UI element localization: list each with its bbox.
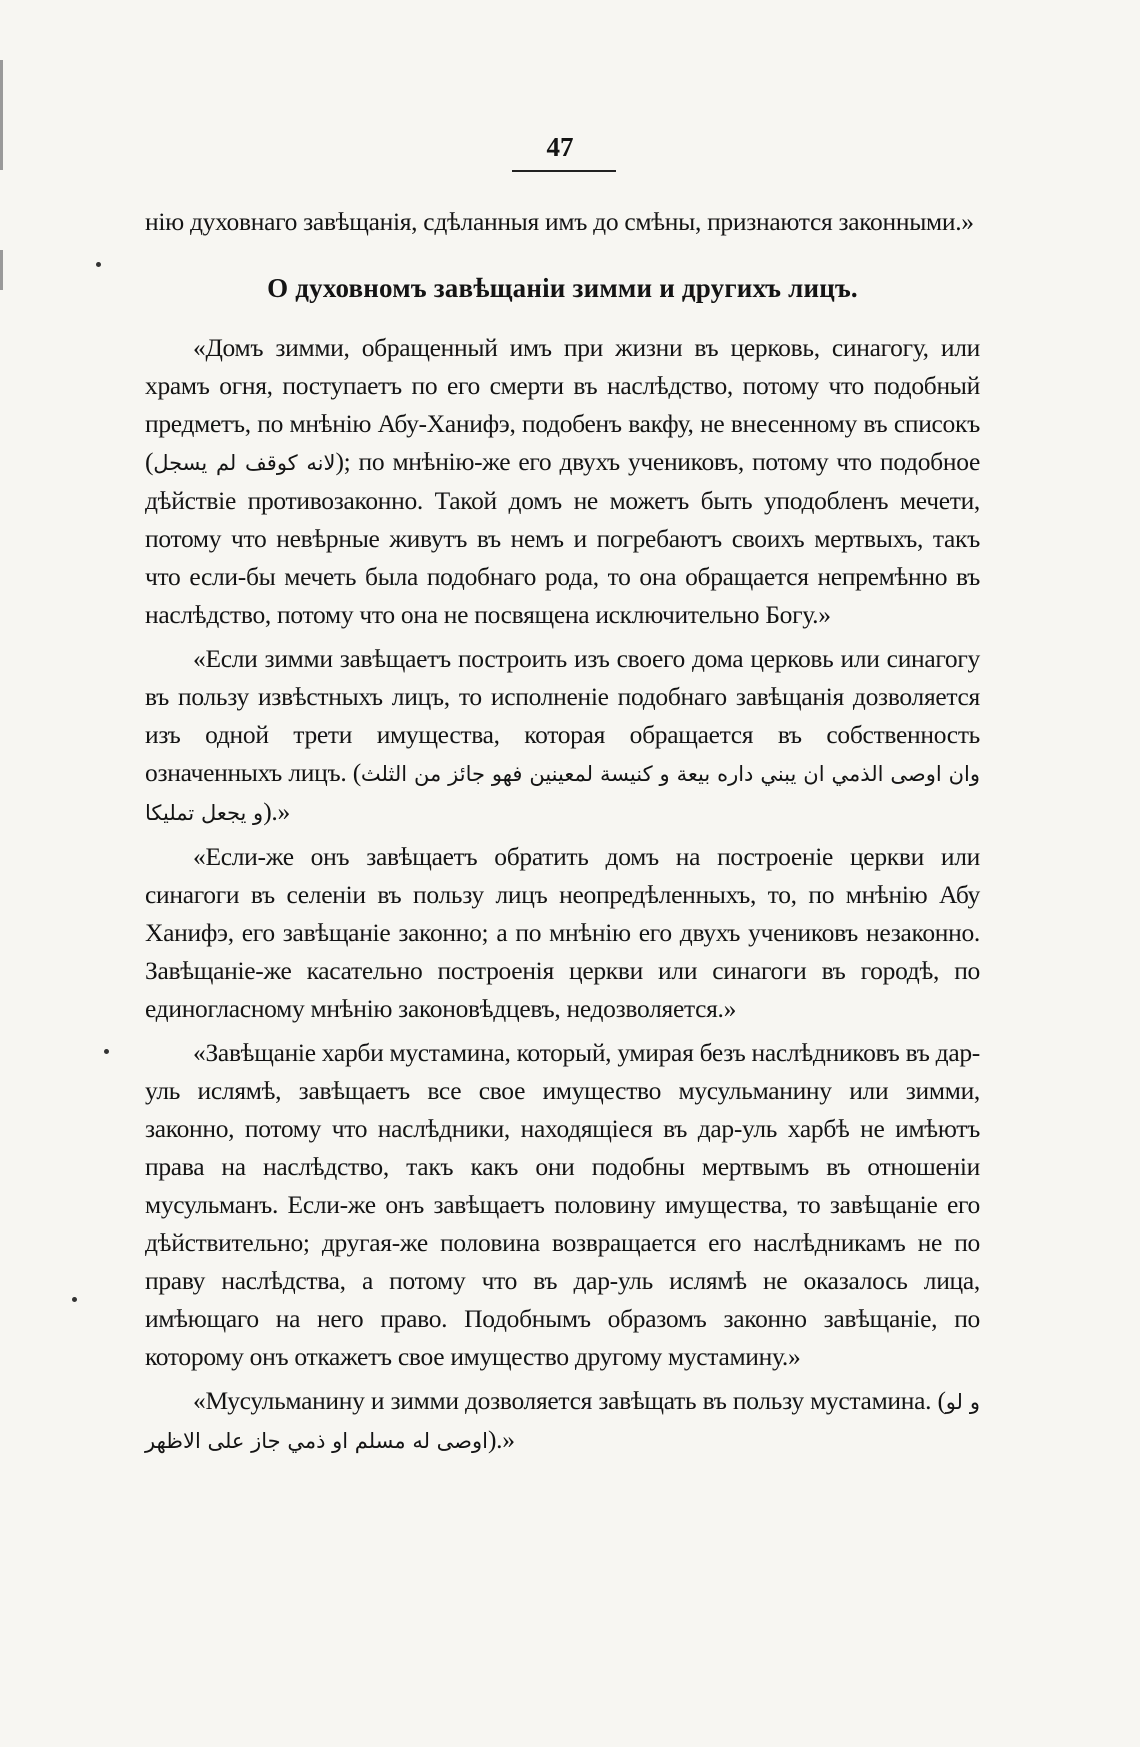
arabic-quote: لانه كوقف لم يسجل — [153, 451, 336, 475]
print-speck — [104, 1049, 109, 1054]
print-speck — [72, 1297, 77, 1302]
page-number: 47 — [546, 132, 574, 162]
paragraph-3: «Если-же онъ завѣщаетъ обратить домъ на построеніе церкви или синагоги въ селеніи въ пользу лицъ неопредѣленныхъ, то, по мнѣнію Абу Ханифэ, его завѣщаніе законно; а по мнѣнію его двухъ учениковъ незаконно. Завѣщаніе-же касательно построенія церкви или синагоги въ городѣ, по единогласному мнѣнію законовѣдцевъ, недозволяется.» — [145, 842, 980, 1023]
paragraph-1 — [145, 329, 980, 634]
page-body — [145, 203, 980, 1460]
arabic-quote: و لو اوصى له مسلم او ذمي جاز على الاظهر — [145, 1390, 980, 1453]
paragraph-intro: нію духовнаго завѣщанія, сдѣланныя имъ до смѣны, признаются законными.» — [145, 207, 974, 236]
print-speck — [96, 262, 101, 267]
paragraph-5 — [145, 1382, 980, 1460]
paragraph-2 — [145, 640, 980, 832]
section-heading: О духовномъ завѣщаніи зимми и другихъ лицъ. — [267, 273, 858, 303]
paragraph-text: ); по мнѣнію-же его двухъ учениковъ, потому что подобное дѣйствіе противозаконно. Такой домъ не можетъ быть уподобленъ мечети, потому что невѣрные живутъ въ немъ и погребаютъ своихъ мертвыхъ, такъ что если-бы мечеть была подобнаго рода, то она обращается непремѣнно въ наслѣдство, потому что она не посвящена исключительно Богу.» — [145, 447, 980, 629]
paragraph-text: «Если зимми завѣщаетъ построить изъ своего дома церковь или синагогу въ пользу извѣстныхъ лицъ, то исполненіе подобнаго завѣщанія дозволяется изъ одной трети имущества, которая обращается въ собственность означенныхъ лицъ. ( — [145, 644, 980, 787]
paragraph-text: «Домъ зимми, обращенный имъ при жизни въ церковь, синагогу, или храмъ огня, поступаетъ по его смерти въ наслѣдство, потому что подобный предметъ, по мнѣнію Абу-Ханифэ, подобенъ вакфу, не внесенному въ списокъ ( — [145, 333, 980, 476]
paragraph-4: «Завѣщаніе харби мустамина, который, умирая безъ наслѣдниковъ въ дар-уль ислямѣ, завѣщаетъ все свое имущество мусульманину или зимми, законно, потому что наслѣдники, находящіеся въ дар-уль харбѣ не имѣютъ права на наслѣдство, такъ какъ они подобны мертвымъ въ отношеніи мусульманъ. Если-же онъ завѣщаетъ половину имущества, то завѣщаніе его дѣйствительно; другая-же половина возвращается его наслѣдникамъ не по праву наслѣдства, а потому что въ дар-уль ислямѣ не оказалось лица, имѣющаго на него право. Подобнымъ образомъ законно завѣщаніе, по которому онъ откажетъ свое имущество другому мустамину.» — [145, 1038, 980, 1371]
scan-edge-mark — [0, 60, 3, 170]
scan-edge-mark — [0, 250, 3, 290]
paragraph-text: «Мусульманину и зимми дозволяется завѣщать въ пользу мустамина. ( — [193, 1386, 946, 1415]
paragraph-text: ).» — [263, 797, 290, 826]
page-number-rule — [512, 170, 616, 172]
paragraph-text: ).» — [487, 1425, 515, 1454]
arabic-quote: وان اوصى الذمي ان يبني داره بيعة و كنيسة لمعينين فهو جائز من الثلث و يجعل تمليكا — [145, 762, 981, 825]
